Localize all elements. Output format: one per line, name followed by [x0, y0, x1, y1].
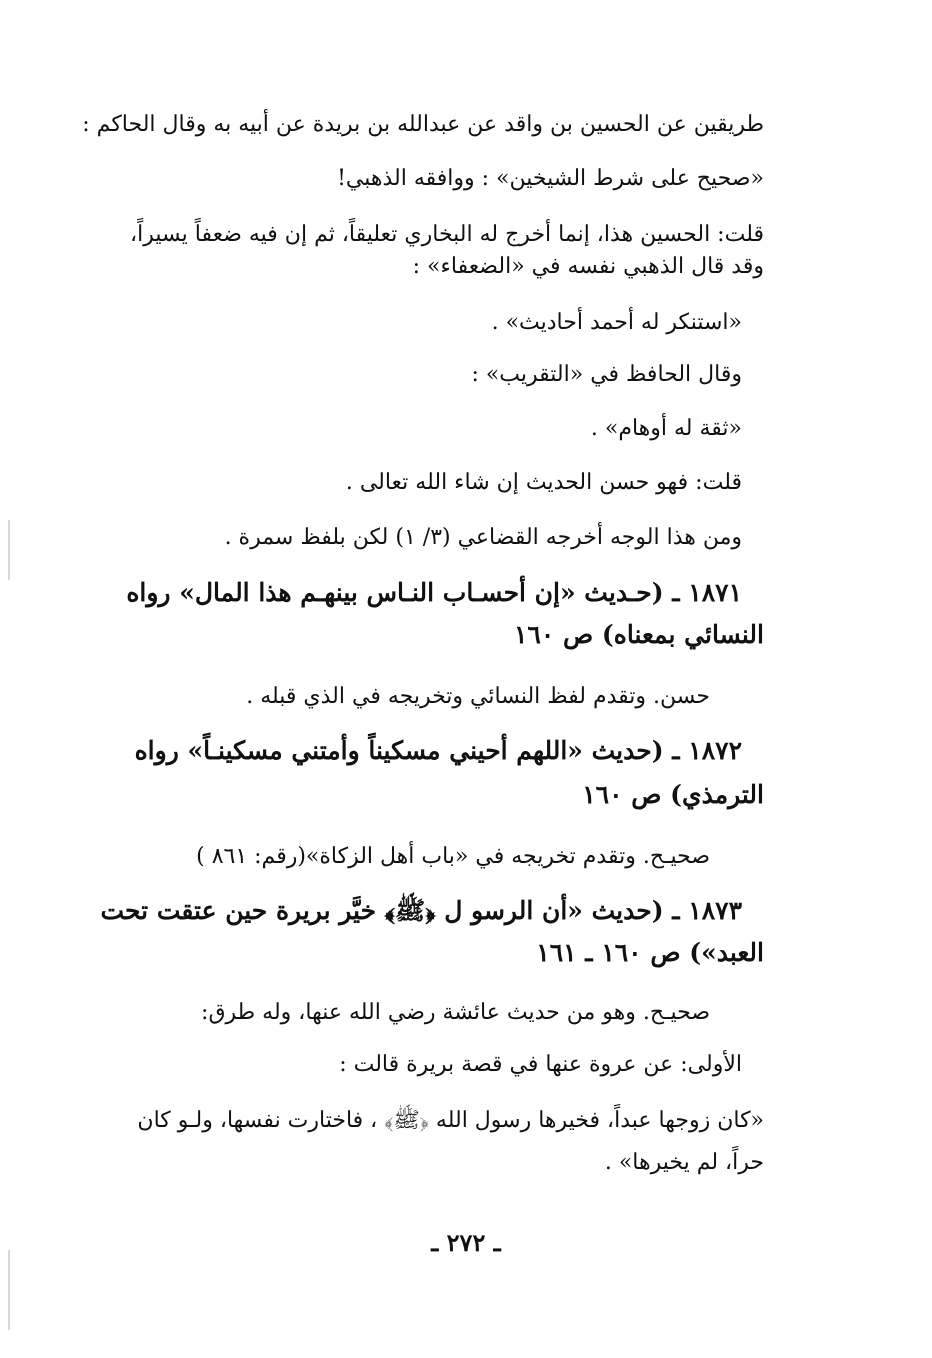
text-line: وقد قال الذهبي نفسه في «الضعفاء» : [412, 254, 764, 279]
grading-line: حسن. وتقدم لفظ النسائي وتخريجه في الذي قبله . [246, 684, 710, 709]
text-line: الأولى: عن عروة عنها في قصة بريرة قالت : [339, 1052, 742, 1077]
text-line: طريقين عن الحسين بن واقد عن عبدالله بن بريدة عن أبيه به وقال الحاكم : [82, 112, 764, 137]
text-line: «صحيح على شرط الشيخين» : ووافقه الذهبي! [337, 166, 764, 191]
text-line: حراً، لم يخيرها» . [604, 1150, 764, 1175]
grading-line: صحيـح. وتقدم تخريجه في «باب أهل الزكاة»(رقم: ٨٦١ ) [196, 844, 710, 869]
text-line: وقال الحافظ في «التقريب» : [471, 362, 742, 387]
hadith-heading: ١٨٧٢ ـ (حديث «اللهم أحيني مسكيناً وأمتني مسكينـاً» رواه [134, 736, 742, 765]
hadith-heading: ١٨٧٣ ـ (حديث «أن الرسو ل ﴿ﷺ﴾ خيَّر بريرة حين عتقت تحت [100, 896, 742, 925]
page-number: ـ ٢٧٢ ـ [431, 1228, 501, 1257]
grading-line: صحيـح. وهو من حديث عائشة رضي الله عنها، وله طرق: [201, 1000, 710, 1025]
hadith-heading: النسائي بمعناه) ص ١٦٠ [513, 620, 764, 649]
scan-edge-mark [8, 1250, 10, 1330]
text-line: قلت: الحسين هذا، إنما أخرج له البخاري تعليقاً، ثم إن فيه ضعفاً يسيراً، [130, 222, 764, 247]
hadith-heading: العبد») ص ١٦٠ ـ ١٦١ [536, 938, 764, 967]
text-line: «كان زوجها عبداً، فخيرها رسول الله ﴿ﷺ﴾ ، فاختارت نفسها، ولـو كان [137, 1108, 764, 1133]
hadith-heading: الترمذي) ص ١٦٠ [582, 780, 764, 809]
text-line: «ثقة له أوهام» . [590, 416, 742, 441]
scan-edge-mark [8, 520, 10, 580]
text-line: ومن هذا الوجه أخرجه القضاعي (٣/ ١) لكن بلفظ سمرة . [224, 525, 742, 550]
text-line: «استنكر له أحمد أحاديث» . [491, 310, 742, 335]
text-line: قلت: فهو حسن الحديث إن شاء الله تعالى . [345, 470, 742, 495]
hadith-heading: ١٨٧١ ـ (حـديث «إن أحسـاب النـاس بينهـم هذا المال» رواه [126, 578, 742, 607]
